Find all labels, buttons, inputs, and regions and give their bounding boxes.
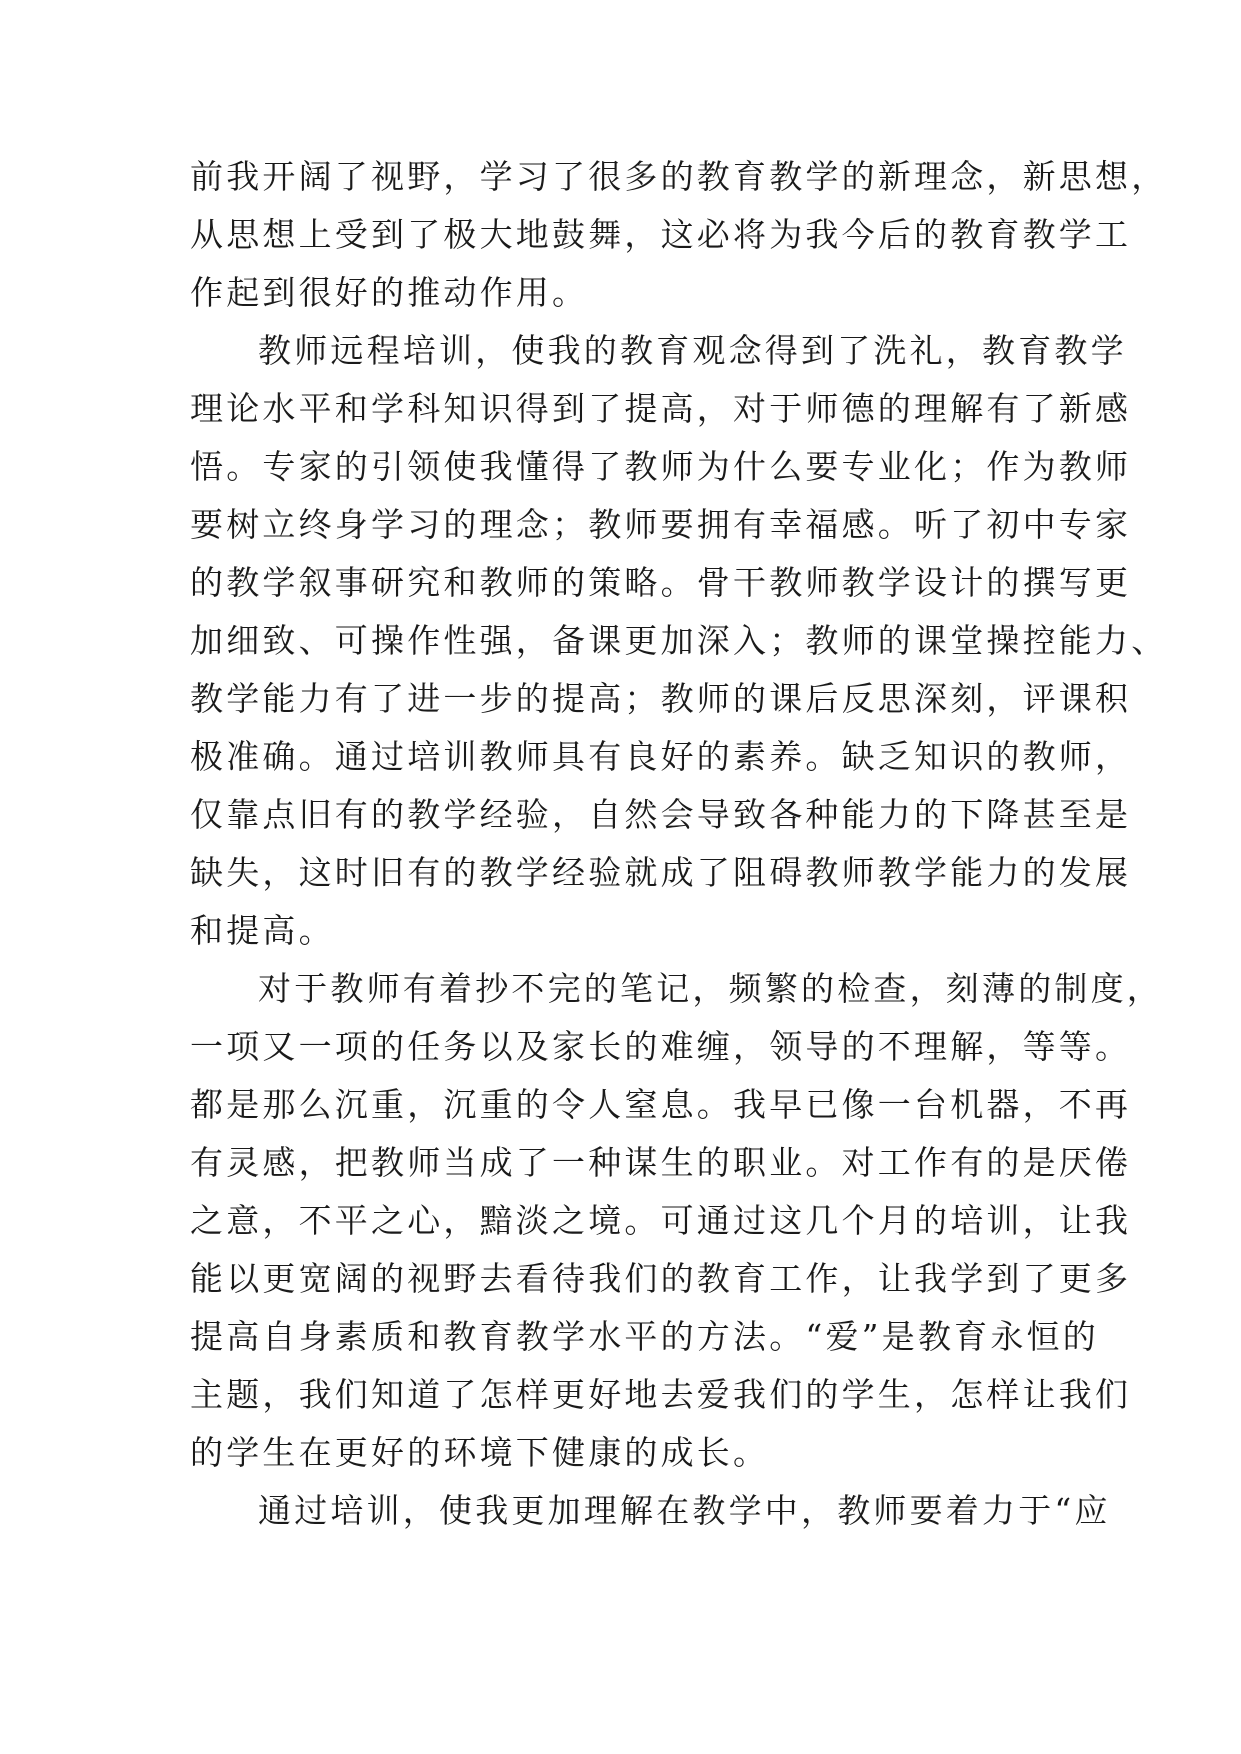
text-line: 要树立终身学习的理念；教师要拥有幸福感。听了初中专家 (190, 505, 1132, 544)
text-line: 教学能力有了进一步的提高；教师的课后反思深刻，评课积 (190, 679, 1132, 718)
text-line: 都是那么沉重，沉重的令人窒息。我早已像一台机器，不再 (190, 1085, 1132, 1124)
text-line: 之意，不平之心，黯淡之境。可通过这几个月的培训，让我 (190, 1201, 1132, 1240)
body-text (190, 148, 1168, 1540)
text-line: 主题，我们知道了怎样更好地去爱我们的学生，怎样让我们 (190, 1375, 1132, 1414)
text-line: 提高自身素质和教育教学水平的方法。“爱”是教育永恒的 (190, 1317, 1099, 1356)
paragraph-first-line: 通过培训，使我更加理解在教学中，教师要着力于“应 (258, 1491, 1111, 1530)
text-line: 和提高。 (190, 911, 335, 950)
text-line: 的教学叙事研究和教师的策略。骨干教师教学设计的撰写更 (190, 563, 1132, 602)
paragraph-first-line: 教师远程培训，使我的教育观念得到了洗礼，教育教学 (258, 331, 1127, 370)
text-line: 前我开阔了视野，学习了很多的教育教学的新理念，新思想， (190, 157, 1168, 196)
text-line: 加细致、可操作性强，备课更加深入；教师的课堂操控能力、 (190, 621, 1168, 660)
text-line: 理论水平和学科知识得到了提高，对于师德的理解有了新感 (190, 389, 1132, 428)
text-line: 悟。专家的引领使我懂得了教师为什么要专业化；作为教师 (190, 447, 1132, 486)
paragraph-first-line: 对于教师有着抄不完的笔记，频繁的检查，刻薄的制度， (258, 969, 1163, 1008)
text-line: 从思想上受到了极大地鼓舞，这必将为我今后的教育教学工 (190, 215, 1132, 254)
text-line: 作起到很好的推动作用。 (190, 273, 589, 312)
text-line: 仅靠点旧有的教学经验，自然会导致各种能力的下降甚至是 (190, 795, 1132, 834)
text-line: 缺失，这时旧有的教学经验就成了阻碍教师教学能力的发展 (190, 853, 1132, 892)
text-line: 的学生在更好的环境下健康的成长。 (190, 1433, 770, 1472)
text-line: 能以更宽阔的视野去看待我们的教育工作，让我学到了更多 (190, 1259, 1132, 1298)
text-line: 极准确。通过培训教师具有良好的素养。缺乏知识的教师， (190, 737, 1132, 776)
text-line: 有灵感，把教师当成了一种谋生的职业。对工作有的是厌倦 (190, 1143, 1132, 1182)
text-line: 一项又一项的任务以及家长的难缠，领导的不理解，等等。 (190, 1027, 1132, 1066)
